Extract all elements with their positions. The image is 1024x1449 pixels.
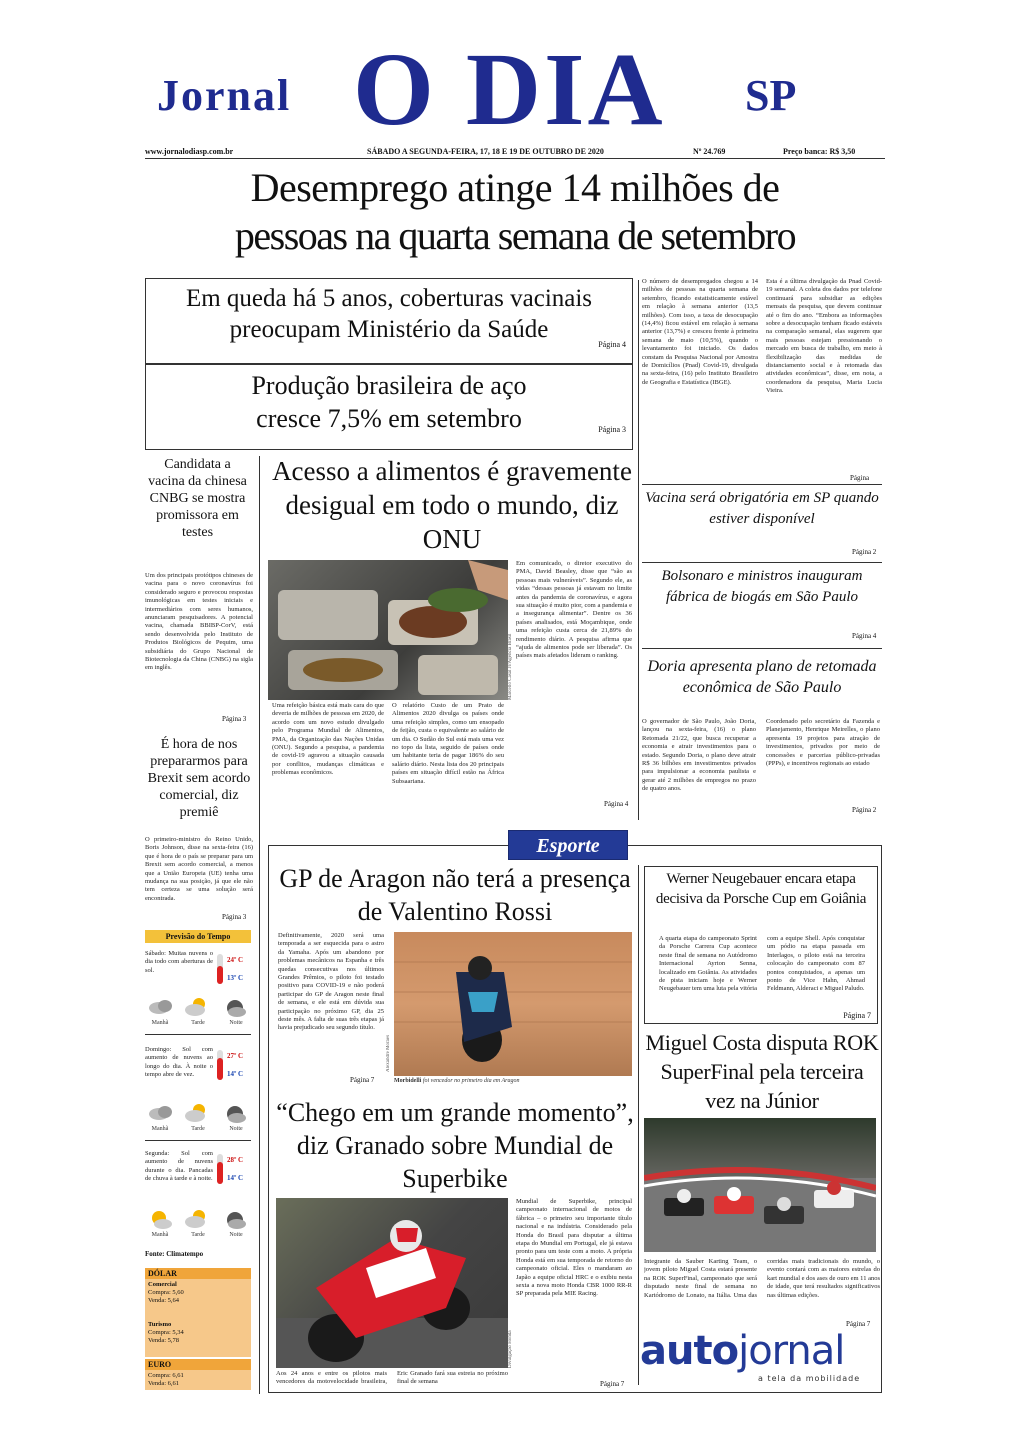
granado-caption: Aos 24 anos e entre os pilotos mais vencedores da motovelocidade brasileira, Eric Granado fará sua estreia no próximo final de semana xyxy=(276,1370,508,1386)
porsche-text: A quarta etapa do campeonato Sprint da Porsche Carrera Cup acontece neste final de semana no Autódromo Internacional Ayrton Senna, localizado em Goiânia. As atividades de pista iniciam hoje e Werner Neugebauer tem uma luta pela vitória com a equipe Shell. Após conquistar um pódio na etapa passada em Interlagos, o piloto está na terceira colocação do campeonato com 87 pontos conquistados, a apenas um ponto de Vice Hahn, Ahmad Feldmann, Alderaci e Miguel Paludo. xyxy=(659,935,865,993)
euro-compra: Compra: 6,61 xyxy=(148,1372,184,1379)
edition-number: Nº 24.769 xyxy=(693,147,726,156)
kart-photo xyxy=(644,1118,876,1252)
weather-icons-row xyxy=(145,994,251,1030)
period-label: Tarde xyxy=(191,1020,205,1026)
weather-day-text: Sábado: Muitas nuvens o dia todo com aberturas de sol. xyxy=(145,950,213,974)
period-label: Noite xyxy=(229,1126,243,1132)
temp-max: 28º C xyxy=(227,1156,244,1164)
masthead-sp: SP xyxy=(745,71,797,120)
motorcycle-image xyxy=(394,932,632,1076)
vaccine-coverage-box[interactable] xyxy=(145,278,633,364)
weather-day-text: Segunda: Sol com aumento de nuvens durante o dia. Pancadas de chuva à tarde e à noite. xyxy=(145,1150,213,1183)
kart-race-image xyxy=(644,1118,876,1252)
partly-cloudy-icon xyxy=(145,1100,251,1126)
masthead-title: O DIA xyxy=(353,32,666,147)
doria-text-col2: Coordenado pelo secretário da Fazenda e Planejamento, Henrique Meirelles, o plano apresenta 19 projetos para atração de investimentos, privados por meio de concessões e parcerias público-privadas (PPPs), e incentivos regionais ao estado xyxy=(766,718,880,768)
dolar-title: DÓLAR xyxy=(145,1268,251,1279)
onu-food-photo xyxy=(268,560,508,700)
main-headline-line1: Desemprego atinge 14 milhões de xyxy=(250,165,780,210)
period-label: Tarde xyxy=(191,1232,205,1238)
logo-jornal: jornal xyxy=(738,1328,845,1374)
edition-date: SÁBADO A SEGUNDA-FEIRA, 17, 18 E 19 DE OUTUBRO DE 2020 xyxy=(367,147,604,156)
temp-min: 13º C xyxy=(227,974,244,982)
period-label: Tarde xyxy=(191,1126,205,1132)
temp-min: 14º C xyxy=(227,1070,244,1078)
currency-widget xyxy=(145,1268,251,1390)
temp-max: 27º C xyxy=(227,1052,244,1060)
granado-headline[interactable]: “Chego em um grande momento”, diz Granado sobre Mundial de Superbike xyxy=(276,1098,634,1193)
euro-title: EURO xyxy=(145,1359,251,1370)
column-divider xyxy=(638,865,639,1385)
site-link[interactable]: www.jornalodiasp.com.br xyxy=(145,147,234,156)
main-headline[interactable] xyxy=(145,164,885,260)
page-ref: Página 4 xyxy=(604,800,629,808)
period-label: Manhã xyxy=(151,1126,169,1132)
logo-auto: auto xyxy=(640,1328,739,1374)
cnbg-vaccine-text: Um dos principais protótipos chineses de vacina para o novo coronavírus foi considerado seguro e provocou respostas imunológicas em testes iniciais e intermediários com seres humanos, anunciaram pesquisadores. A potencial vacina, chamada BBIBP-CorV, está sendo desenvolvida pelo Instituto de Produtos Biológicos de Pequim, uma subsidiária do Grupo Nacional de Biotecnologia da China (CNBG) na sigla em inglês. xyxy=(145,572,253,672)
page-ref: Página 7 xyxy=(600,1380,625,1388)
photo-credit: Alexandre Moraes xyxy=(386,1034,391,1072)
page-ref: Página 4 xyxy=(852,632,877,640)
onu-text-col1: Uma refeição básica está mais cara do que deveria de milhões de pessoas em 2020, de acordo com um novo estudo divulgado pelo Programa Mundial de Alimentos, PMA, da Organização das Nações Unidas (ONU). Segundo a pesquisa, a pandemia de covid-19 agravou a situação causada por conflitos, mudanças climáticas e problemas econômicos. xyxy=(272,702,384,777)
granado-photo xyxy=(276,1198,508,1368)
morbidelli-photo xyxy=(394,932,632,1076)
temp-min: 14º C xyxy=(227,1174,244,1182)
steel-production-box[interactable] xyxy=(145,364,633,450)
caption-rest: foi vencedor no primeiro dia em Aragon xyxy=(421,1078,520,1084)
turismo-label: Turismo xyxy=(148,1321,172,1328)
superbike-image xyxy=(276,1198,508,1368)
lead-text-col2: Esta é a última divulgação da Pnad Covid-19 semanal. A coleta dos dados por telefone continuará para subsidiar as edições mensais da pesquisa, que devem continuar até o fim do ano. “Embora as informações sobre a desocupação tenham ficado estáveis na comparação semanal, elas sugerem que mais pessoas estejam pressionando o mercado em busca de trabalho, em meio à flexibilização das medidas de distanciamento social e à retomada das atividades econômicas”, disse, em nota, a coordenadora da pesquisa, Maria Lucia Vieira. xyxy=(766,278,882,395)
vaccine-coverage-line2: preocupam Ministério da Saúde xyxy=(229,316,549,343)
temp-max: 24º C xyxy=(227,956,244,964)
photo-credit: Divulgação Honda xyxy=(508,1330,513,1368)
vaccine-coverage-line1: Em queda há 5 anos, coberturas vacinais xyxy=(185,285,593,312)
weather-icons-row xyxy=(145,1100,251,1136)
onu-headline[interactable]: Acesso a alimentos é gravemente desigual em todo o mundo, diz ONU xyxy=(272,456,632,554)
sun-cloud-icon xyxy=(145,1206,251,1232)
steel-production-line2: cresce 7,5% em setembro xyxy=(256,404,522,433)
vacina-sp-headline[interactable]: Vacina será obrigatória em SP quando estiver disponível xyxy=(645,490,879,527)
divider xyxy=(145,1034,251,1035)
main-headline-line2: pessoas na quarta semana de setembro xyxy=(234,213,796,258)
weather-day-text: Domingo: Sol com aumento de nuvens ao longo do dia. À noite o tempo abre de vez. xyxy=(145,1046,213,1079)
divider xyxy=(145,1140,251,1141)
page-ref: Página 3 xyxy=(222,913,247,921)
period-label: Noite xyxy=(229,1232,243,1238)
esporte-tag[interactable]: Esporte xyxy=(508,830,628,860)
info-bar xyxy=(145,145,885,159)
miguel-costa-text: Integrante da Sauber Karting Team, o jovem piloto Miguel Costa estará presente na ROK SuperFinal, campeonato que será disputado neste final de semana no Kartódromo de Lonato, na Itália. Uma das corridas mais tradicionais do mundo, o evento contará com as maiores estrelas do kart mundial e dos ases de ouro em 11 anos de idade, que terá resultados significativos nas últimas edições. xyxy=(644,1258,880,1299)
divider xyxy=(642,562,882,563)
comercial-label: Comercial xyxy=(148,1281,177,1288)
brexit-headline[interactable]: É hora de nos prepararmos para Brexit sem acordo comercial, diz premiê xyxy=(147,737,251,820)
gp-photo-caption xyxy=(394,1078,632,1086)
doria-text-col1: O governador de São Paulo, João Doria, lançou na sexta-feira, (16) o plano Retomada 21/22, que busca recuperar a economia e atrair investimentos para o estado. Segundo Doria, o plano deve atrair R$ 36 bilhões em investimentos privados para impulsionar a economia paulista e gerar até 2 milhões de empregos no prazo de quatro anos. xyxy=(642,718,756,793)
cloud-rain-icon xyxy=(145,994,251,1020)
onu-text-col2: O relatório Custo de um Prato de Alimentos 2020 divulga os países onde uma refeição simples, como um ensopado de feijão, custa o equivalente ao salário de um dia. O Sudão do Sul está mais uma vez no topo da lista, seguido de países onde um habitante teria de pagar 186% do seu salário diário. Nesta lista dos 20 principais países em situação difícil estão na África Subsaariana. xyxy=(392,702,504,785)
photo-credit: Marcello Casal Jr/Agência Brasil xyxy=(508,633,513,700)
comercial-compra: Compra: 5,60 xyxy=(148,1289,184,1296)
masthead xyxy=(145,32,885,147)
page-ref: Página 2 xyxy=(852,806,877,814)
page-ref: Página 2 xyxy=(852,548,877,556)
page-ref: Página 3 xyxy=(222,715,247,723)
comercial-venda: Venda: 5,64 xyxy=(148,1297,180,1304)
thermometer-icon xyxy=(217,1154,223,1184)
euro-venda: Venda: 6,61 xyxy=(148,1380,180,1387)
thermometer-icon xyxy=(217,1050,223,1080)
miguel-costa-headline[interactable]: Miguel Costa disputa ROK SuperFinal pela terceira vez na Júnior xyxy=(645,1030,879,1113)
biogas-headline[interactable]: Bolsonaro e ministros inauguram fábrica de biogás em São Paulo xyxy=(661,568,863,605)
period-label: Manhã xyxy=(151,1020,169,1026)
brexit-text: O primeiro-ministro do Reino Unido, Boris Johnson, disse na sexta-feira (16) que é hora de o país se preparar para um Brexit sem acordo comercial, a menos que a União Europeia (UE) tenha uma mudança na sua posição, já que ele não tem certeza se uma solução será encontrada. xyxy=(145,836,253,902)
divider xyxy=(642,648,882,649)
weather-widget xyxy=(145,930,251,943)
onu-text-col3: Em comunicado, o diretor executivo do PMA, David Beasley, disse que “são as pessoas mais vulneráveis”. Segundo ele, as vidas “dessas pessoas já estavam no limite antes da pandemia de coronavírus, e agora sua situação é muito pior, com a pandemia e a insegurança alimentar”. Dentre os 36 países analisados, está Moçambique, onde uma refeição custa cerca de 21,89% do rendimento diário. A pesquisa afirma que “ajuda de alimentos pode ser liberada”. Os países mais afetados lideram o ranking. xyxy=(516,560,632,660)
masthead-jornal: Jornal xyxy=(157,71,292,120)
granado-text: Mundial de Superbike, principal campeonato internacional de motos de fábrica – o primeiro seu importante título nacional e na indústria. Considerado pela Honda do Brasil para disputar a última etapa do Mundial em Portugal, ele já estava pronto para um teste com a moto. A própria Honda está em sua temporada de retorno do campeonato oficial. Eles o mandaram ao Japão a equipe oficial HRC e o exibiu nesta sexta a nova moto Honda CBR 1000 RR-R SP preparada pela MIE Racing. xyxy=(516,1198,632,1298)
divider xyxy=(642,484,882,485)
gp-aragon-headline[interactable]: GP de Aragon não terá a presença de Valentino Rossi xyxy=(279,864,631,926)
page-ref: Página 4 xyxy=(598,340,626,349)
steel-production-line1: Produção brasileira de aço xyxy=(251,371,527,400)
weather-days xyxy=(145,950,251,1250)
dolar-box xyxy=(145,1279,251,1357)
food-trays-image xyxy=(268,560,508,700)
column-divider xyxy=(259,456,260,1394)
period-label: Manhã xyxy=(151,1232,169,1238)
thermometer-icon xyxy=(217,954,223,984)
turismo-compra: Compra: 5,34 xyxy=(148,1329,184,1336)
price: Preço banca: R$ 3,50 xyxy=(783,147,856,156)
column-divider xyxy=(638,280,639,820)
weather-source: Fonte: Climatempo xyxy=(145,1250,204,1258)
weather-title: Previsão do Tempo xyxy=(145,930,251,943)
porsche-box[interactable] xyxy=(644,866,878,1024)
page-ref: Página 7 xyxy=(843,1011,871,1020)
period-label: Noite xyxy=(229,1020,243,1026)
porsche-headline: Werner Neugebauer encara etapa decisiva da Porsche Cup em Goiânia xyxy=(655,871,867,907)
doria-headline[interactable]: Doria apresenta plano de retomada econômica de São Paulo xyxy=(647,658,877,696)
euro-box xyxy=(145,1370,251,1390)
lead-text-col1: O número de desempregados chegou a 14 milhões de pessoas na quarta semana de setembro, ficando estatisticamente estável em relação à semana anterior (13,5 milhões). Com isso, a taxa de desocupação (14,4%) ficou estável em relação à semana anterior (13,7%) e cresceu frente à primeira semana de maio (10,5%), quando o levantamento foi iniciado. Os dados constam da Pesquisa Nacional por Amostra de Domicílios (Pnad) Covid-19, divulgada na sexta-feira, (16) pelo Instituto Brasileiro de Geografia e Estatística (IBGE). xyxy=(642,278,758,386)
page-ref: Página 7 xyxy=(350,1076,375,1084)
caption-bold: Morbidelli xyxy=(394,1078,422,1084)
page-ref: Página 3 xyxy=(598,425,626,434)
cnbg-vaccine-headline[interactable]: Candidata a vacina da chinesa CNBG se mostra promissora em testes xyxy=(148,457,247,540)
gp-aragon-text: Definitivamente, 2020 será uma temporada a ser esquecida para o astro da Yamaha. Após um abandono por problemas mecânicos na Espanha e três quedas consecutivas nos últimos Grandes Prêmios, o piloto foi testado positivo para COVID-19 e não poderá participar do GP de Aragon neste final de semana, e ele está em dúvida sua participação no próximo GP, dia 25 deste mês. A falta de suas três etapas já havia prejudicado seu segundo título. xyxy=(278,932,384,1032)
page-ref: Página xyxy=(850,474,870,482)
page-ref: Página 7 xyxy=(846,1320,871,1328)
logo-tagline: a tela da mobilidade xyxy=(758,1374,861,1383)
weather-icons-row xyxy=(145,1206,251,1242)
turismo-venda: Venda: 5,78 xyxy=(148,1337,180,1344)
autojornal-logo[interactable] xyxy=(640,1330,880,1390)
